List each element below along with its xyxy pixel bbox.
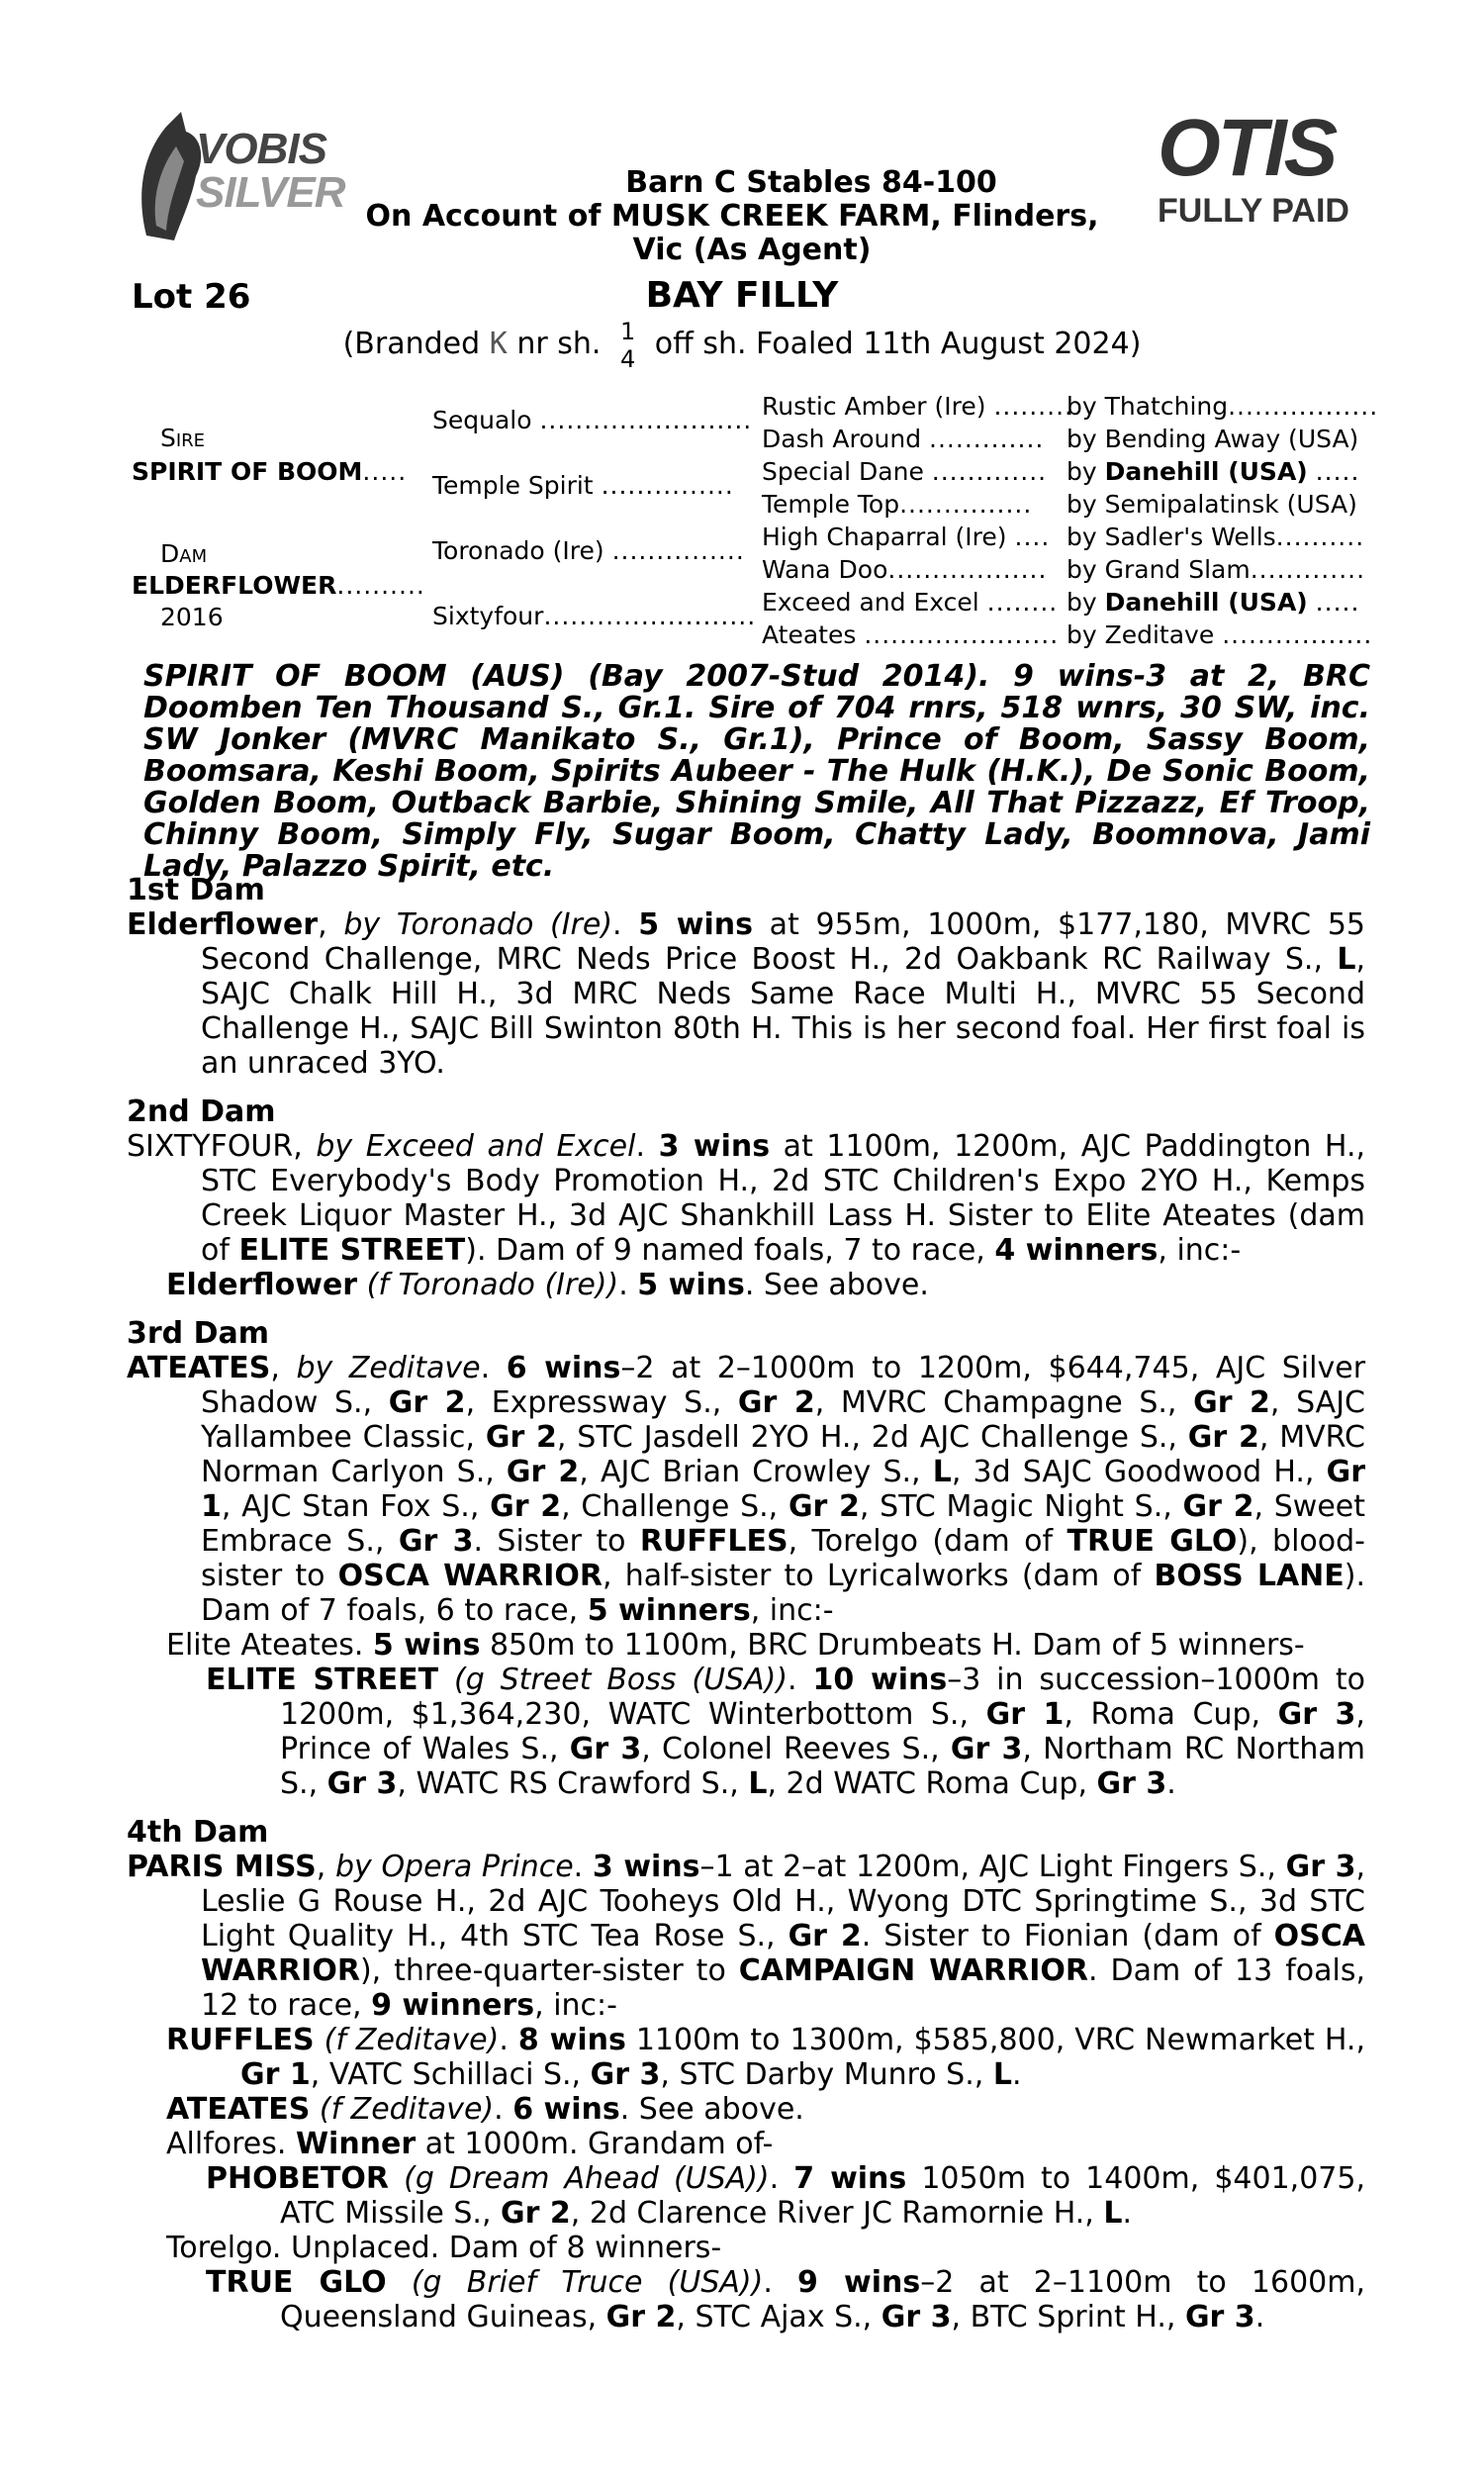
grade: Gr 2	[388, 1385, 466, 1420]
account-line: On Account of MUSK CREEK FARM, Flinders,	[365, 199, 1099, 234]
gen2-item: Sixtyfour	[432, 602, 544, 630]
fourth-dam-heading: 4th Dam	[127, 1815, 269, 1850]
wins: Winner	[295, 2127, 417, 2161]
text: , MVRC Norman Carlyon S.,	[201, 1420, 1365, 1489]
listed: L	[1103, 2196, 1123, 2231]
text: , inc:-	[534, 1988, 617, 2023]
fully-paid-text: FULLY PAID	[1158, 192, 1349, 230]
listed: L	[932, 1455, 952, 1489]
text: , AJC Stan Fox S.,	[221, 1489, 491, 1524]
grade: Gr 1	[240, 2057, 311, 2092]
text: , Sweet Embrace S.,	[201, 1489, 1366, 1559]
horse-name: Elite Ateates.	[166, 1628, 373, 1663]
text: , MVRC Champagne S.,	[814, 1385, 1194, 1420]
text: . Sister to	[473, 1524, 640, 1559]
horse-by: (g Dream Ahead (USA))	[404, 2161, 770, 2196]
gen3-item: Rustic Amber (Ire)	[762, 392, 986, 421]
grade: Gr 3	[1184, 2300, 1255, 2334]
grade: Gr 3	[950, 1732, 1023, 1766]
dam-by: by Exceed and Excel	[316, 1129, 636, 1164]
text: , Leslie G Rouse H., 2d AJC Tooheys Old H., Wyong DTC Springtime S., 3d STC Light Quality H., 4th STC Tea Rose S.,	[201, 1850, 1365, 1953]
frac-den: 4	[619, 344, 636, 373]
text: , SAJC Yallambee Classic,	[201, 1385, 1365, 1455]
grade: Gr 2	[1193, 1385, 1270, 1420]
text: Allfores.	[166, 2127, 296, 2161]
gen4-item: by	[1067, 588, 1105, 617]
gen3-item: Dash Around	[762, 425, 922, 453]
gen3-item: Temple Top	[762, 490, 900, 519]
text: , WATC RS Crawford S.,	[397, 1766, 749, 1801]
text: , VATC Schillaci S.,	[310, 2057, 591, 2092]
grade: Gr 3	[1285, 1850, 1356, 1884]
gen2-item: Sequalo	[432, 406, 532, 434]
grade: Gr 1	[985, 1697, 1065, 1732]
text: , Expressway S.,	[465, 1385, 738, 1420]
text: , 2d Clarence River JC Ramornie H.,	[570, 2196, 1104, 2231]
text: , STC Magic Night S.,	[859, 1489, 1183, 1524]
second-dam-text: SIXTYFOUR, by Exceed and Excel. 3 wins at 1100m, 1200m, AJC Paddington H., STC Everybody's Body Promotion H., 2d STC Children's Expo 2YO H., Kemps Creek Liquor Master H., 3d AJC Shankhill Lass H. Sister to Elite Ateates (dam of ELITE STREET). Dam of 9 named foals, 7 to race, 4 winners, inc:-	[127, 1129, 1366, 1268]
grade: Gr 3	[326, 1766, 398, 1801]
grade: Gr 2	[788, 1919, 862, 1953]
gen4-bold: Danehill (USA)	[1104, 457, 1308, 486]
gen4-item: by Bending Away (USA)	[1067, 425, 1359, 453]
wins: 5 wins	[372, 1628, 481, 1663]
horse-name: BOSS LANE	[1154, 1559, 1345, 1593]
sire-blurb: SPIRIT OF BOOM (AUS) (Bay 2007-Stud 2014). 9 wins-3 at 2, BRC Doomben Ten Thousand S., Gr.1. Sire of 704 rnrs, 518 wnrs, 30 SW, inc. SW Jonker (MVRC Manikato S., Gr.1), Prince of Boom, Sassy Boom, Boomsara, Keshi Boom, Spirits Aubeer - The Hulk (H.K.), De Sonic Boom, Golden Boom, Outback Barbie, Shining Smile, All That Pizzazz, Ef Troop, Chinny Boom, Simply Fly, Sugar Boom, Chatty Lady, Boomnova, Jami Lady, Palazzo Spirit, etc.	[143, 659, 1370, 884]
dam-label: Dam	[160, 539, 208, 568]
horse-by: (g Street Boss (USA))	[454, 1663, 788, 1697]
text: –1 at 2–at 1200m, AJC Light Fingers S.,	[699, 1850, 1286, 1884]
gen3-item: Ateates	[762, 620, 857, 649]
text: . See above.	[744, 1268, 929, 1302]
horse-name: OSCA WARRIOR	[201, 1919, 1365, 1988]
text: , AJC Brian Crowley S.,	[579, 1455, 933, 1489]
first-dam-text: Elderflower, by Toronado (Ire). 5 wins at 955m, 1000m, $177,180, MVRC 55 Second Challenge, MRC Neds Price Boost H., 2d Oakbank RC Railway S., L, SAJC Chalk Hill H., 3d MRC Neds Same Race Multi H., MVRC 55 Second Challenge H., SAJC Bill Swinton 80th H. This is her second foal. Her first foal is an unraced 3YO.	[127, 907, 1365, 1081]
grade: Gr 2	[501, 2196, 571, 2231]
horse-name: Elderflower	[166, 1268, 358, 1302]
grade: Gr 2	[1182, 1489, 1254, 1524]
text: ), three-quarter-sister to	[359, 1953, 739, 1988]
grade: Gr 1	[201, 1455, 1365, 1524]
horse-name: TRUE GLO	[206, 2265, 387, 2300]
wins: 5 wins	[637, 1268, 745, 1302]
gen4-item: by	[1067, 457, 1105, 486]
dam-name: PARIS MISS	[127, 1850, 317, 1884]
listed: L	[992, 2057, 1012, 2092]
gen3-item: High Chaparral (Ire)	[762, 523, 1007, 551]
text: at 1100m, 1200m, AJC Paddington H., STC Everybody's Body Promotion H., 2d STC Children's Expo 2YO H., Kemps Creek Liquor Master H., 3d AJC Shankhill Lass H. Sister to Elite Ateates (dam of	[201, 1129, 1366, 1268]
third-dam-text: ATEATES, by Zeditave. 6 wins–2 at 2–1000m to 1200m, $644,745, AJC Silver Shadow S., Gr 2, Expressway S., Gr 2, MVRC Champagne S., Gr 2, SAJC Yallambee Classic, Gr 2, STC Jasdell 2YO H., 2d AJC Challenge S., Gr 2, MVRC Norman Carlyon S., Gr 2, AJC Brian Crowley S., L, 3d SAJC Goodwood H., Gr 1, AJC Stan Fox S., Gr 2, Challenge S., Gr 2, STC Magic Night S., Gr 2, Sweet Embrace S., Gr 3. Sister to RUFFLES, Torelgo (dam of TRUE GLO), blood-sister to OSCA WARRIOR, half-sister to Lyricalworks (dam of BOSS LANE). Dam of 7 foals, 6 to race, 5 winners, inc:-	[127, 1351, 1366, 1628]
progeny-line: ELITE STREET (g Street Boss (USA)). 10 wins–3 in succession–1000m to 1200m, $1,364,230, WATC Winterbottom S., Gr 1, Roma Cup, Gr 3, Prince of Wales S., Gr 3, Colonel Reeves S., Gr 3, Northam RC Northam S., Gr 3, WATC RS Crawford S., L, 2d WATC Roma Cup, Gr 3.	[206, 1663, 1365, 1801]
horse-name: OSCA WARRIOR	[337, 1559, 603, 1593]
grade: Gr 2	[788, 1489, 860, 1524]
brand-mark: K	[489, 327, 508, 361]
winners: 5 winners	[587, 1593, 751, 1628]
text: , STC Ajax S.,	[676, 2300, 881, 2334]
progeny-line	[166, 2127, 1365, 2161]
brand-fraction	[620, 318, 635, 373]
grade: Gr 3	[1277, 1697, 1356, 1732]
text: –2 at 2–1000m to 1200m, $644,745, AJC Silver Shadow S.,	[201, 1351, 1366, 1420]
sire-label: Sire	[160, 424, 206, 452]
dam-name: SIXTYFOUR	[127, 1129, 294, 1164]
text: , Colonel Reeves S.,	[641, 1732, 951, 1766]
text: , STC Darby Munro S.,	[660, 2057, 993, 2092]
barn-line: Barn C Stables 84-100	[625, 165, 997, 200]
horse-name: RUFFLES	[639, 1524, 788, 1559]
text: –3 in succession–1000m to 1200m, $1,364,230, WATC Winterbottom S.,	[280, 1663, 1365, 1732]
grade: Gr 3	[569, 1732, 642, 1766]
frac-num: 1	[619, 317, 636, 345]
text: , inc:-	[1158, 1233, 1242, 1268]
dam-by: by Opera Prince	[334, 1850, 574, 1884]
grade: Gr 2	[485, 1420, 557, 1455]
dam-wins: 5 wins	[638, 907, 753, 942]
wins: 9 wins	[797, 2265, 921, 2300]
third-dam-heading: 3rd Dam	[127, 1316, 269, 1351]
text: ). Dam of 7 foals, 6 to race,	[201, 1559, 1366, 1628]
dam-year: 2016	[160, 603, 224, 631]
gen4-item: by Semipalatinsk (USA)	[1067, 490, 1357, 519]
progeny-line: ATEATES (f Zeditave). 6 wins. See above.	[166, 2092, 804, 2127]
sire-name: SPIRIT OF BOOM	[132, 457, 363, 486]
text: at 955m, 1000m, $177,180, MVRC 55 Second Challenge, MRC Neds Price Boost H., 2d Oakbank RC Railway S.,	[201, 907, 1365, 977]
horse-by: (f Toronado (Ire))	[366, 1268, 619, 1302]
horse-name: TRUE GLO	[1067, 1524, 1238, 1559]
branded-line	[0, 315, 1484, 374]
winners: 4 winners	[994, 1233, 1159, 1268]
text: , 2d WATC Roma Cup,	[767, 1766, 1097, 1801]
text: ). Dam of 9 named foals, 7 to race,	[465, 1233, 995, 1268]
grade: Gr 3	[881, 2300, 952, 2334]
text: . See above.	[619, 2092, 804, 2127]
grade: Gr 3	[590, 2057, 661, 2092]
grade: Gr 2	[506, 1455, 580, 1489]
grade: Gr 2	[737, 1385, 815, 1420]
listed: L	[1337, 942, 1356, 977]
dam-name: ELDERFLOWER	[132, 571, 337, 600]
dams-section	[127, 859, 1365, 2334]
lot-title: BAY FILLY	[645, 275, 839, 316]
wins: 6 wins	[512, 2092, 620, 2127]
text: –2 at 2–1100m to 1600m, Queensland Guineas,	[280, 2265, 1365, 2334]
gen4-item: by Sadler's Wells	[1067, 523, 1276, 551]
gen3-item: Special Dane	[762, 457, 924, 486]
text: , inc:-	[750, 1593, 834, 1628]
text: , half-sister to Lyricalworks (dam of	[603, 1559, 1155, 1593]
gen3-item: Wana Doo	[762, 555, 888, 584]
text: , Roma Cup,	[1064, 1697, 1278, 1732]
horse-name: ELITE STREET	[238, 1233, 466, 1268]
text: Torelgo. Unplaced. Dam of 8 winners-	[166, 2231, 722, 2265]
first-dam-heading: 1st Dam	[127, 873, 265, 907]
vobis-text: VOBIS	[196, 125, 326, 173]
horse-name: ATEATES	[166, 2092, 311, 2127]
dam-by: by Toronado (Ire)	[343, 907, 613, 942]
progeny-line: RUFFLES (f Zeditave). 8 wins 1100m to 1300m, $585,800, VRC Newmarket H., Gr 1, VATC Schillaci S., Gr 3, STC Darby Munro S., L.	[166, 2023, 1366, 2092]
text: , STC Jasdell 2YO H., 2d AJC Challenge S.,	[556, 1420, 1188, 1455]
winners: 9 winners	[371, 1988, 535, 2023]
text: , BTC Sprint H.,	[951, 2300, 1185, 2334]
text: , Prince of Wales S.,	[280, 1697, 1365, 1766]
silver-text: SILVER	[196, 168, 345, 217]
text: , Challenge S.,	[561, 1489, 788, 1524]
gen4-bold: Danehill (USA)	[1104, 588, 1308, 617]
wins: 10 wins	[812, 1663, 948, 1697]
otis-text: OTIS	[1158, 103, 1336, 193]
horse-by: (f Zeditave)	[319, 2092, 495, 2127]
second-dam-heading: 2nd Dam	[127, 1094, 276, 1129]
grade: Gr 3	[1096, 1766, 1167, 1801]
grade: Gr 2	[605, 2300, 677, 2334]
branded-post: off sh. Foaled 11th August 2024)	[654, 327, 1142, 361]
progeny-line	[166, 1628, 1365, 1663]
horse-by: (f Zeditave)	[324, 2023, 500, 2057]
dam-wins: 3 wins	[592, 1850, 700, 1884]
text: at 1000m. Grandam of-	[416, 2127, 774, 2161]
progeny-line	[166, 2231, 1365, 2265]
fourth-dam-text: PARIS MISS, by Opera Prince. 3 wins–1 at 2–at 1200m, AJC Light Fingers S., Gr 3, Leslie G Rouse H., 2d AJC Tooheys Old H., Wyong DTC Springtime S., 3d STC Light Quality H., 4th STC Tea Rose S., Gr 2. Sister to Fionian (dam of OSCA WARRIOR), three-quarter-sister to CAMPAIGN WARRIOR. Dam of 13 foals, 12 to race, 9 winners, inc:-	[127, 1850, 1365, 2023]
text: , Torelgo (dam of	[788, 1524, 1067, 1559]
text: . Sister to Fionian (dam of	[861, 1919, 1274, 1953]
gen4-item: by Zeditave	[1067, 620, 1215, 649]
text: , Northam RC Northam S.,	[280, 1732, 1365, 1801]
text: . Dam of 13 foals, 12 to race,	[201, 1953, 1365, 2023]
dam-by: by Zeditave	[296, 1351, 481, 1385]
dam-wins: 6 wins	[506, 1351, 621, 1385]
horse-name: CAMPAIGN WARRIOR	[738, 1953, 1088, 1988]
horse-name: RUFFLES	[166, 2023, 315, 2057]
text: , 3d SAJC Goodwood H.,	[951, 1455, 1327, 1489]
horse-name: PHOBETOR	[206, 2161, 390, 2196]
text: 1050m to 1400m, $401,075, ATC Missile S.,	[280, 2161, 1366, 2231]
grade: Gr 2	[490, 1489, 562, 1524]
branded-mid: nr sh.	[516, 327, 602, 361]
horse-name: ELITE STREET	[206, 1663, 439, 1697]
gen3-item: Exceed and Excel	[762, 588, 979, 617]
progeny-line: PHOBETOR (g Dream Ahead (USA)). 7 wins 1050m to 1400m, $401,075, ATC Missile S., Gr 2, 2d Clarence River JC Ramornie H., L.	[206, 2161, 1366, 2231]
horse-by: (g Brief Truce (USA))	[411, 2265, 764, 2300]
text: , SAJC Chalk Hill H., 3d MRC Neds Same Race Multi H., MVRC 55 Second Challenge H., SAJC Bill Swinton 80th H. This is her second foal. Her first foal is an unraced 3YO.	[201, 942, 1365, 1081]
progeny-line: Elderflower (f Toronado (Ire)). 5 wins. See above.	[166, 1268, 929, 1302]
gen2-item: Toronado (Ire)	[432, 536, 604, 565]
grade: Gr 3	[398, 1524, 474, 1559]
lot-number: Lot 26	[132, 277, 251, 317]
gen4-item: by Thatching	[1067, 392, 1229, 421]
listed: L	[748, 1766, 768, 1801]
dam-name: ATEATES	[127, 1351, 271, 1385]
dam-wins: 3 wins	[658, 1129, 771, 1164]
dam-name: Elderflower	[127, 907, 319, 942]
text: 1100m to 1300m, $585,800, VRC Newmarket H.,	[625, 2023, 1366, 2057]
gen2-item: Temple Spirit	[432, 471, 594, 500]
branded-pre: (Branded	[342, 327, 481, 361]
wins: 7 wins	[793, 2161, 907, 2196]
agent-line: Vic (As Agent)	[632, 233, 872, 267]
progeny-line: TRUE GLO (g Brief Truce (USA)). 9 wins–2 at 2–1100m to 1600m, Queensland Guineas, Gr 2, STC Ajax S., Gr 3, BTC Sprint H., Gr 3.	[206, 2265, 1365, 2334]
wins: 8 wins	[517, 2023, 626, 2057]
text: ), blood-sister to	[201, 1524, 1366, 1593]
text: 850m to 1100m, BRC Drumbeats H. Dam of 5 winners-	[480, 1628, 1305, 1663]
grade: Gr 2	[1187, 1420, 1259, 1455]
gen4-item: by Grand Slam	[1067, 555, 1251, 584]
